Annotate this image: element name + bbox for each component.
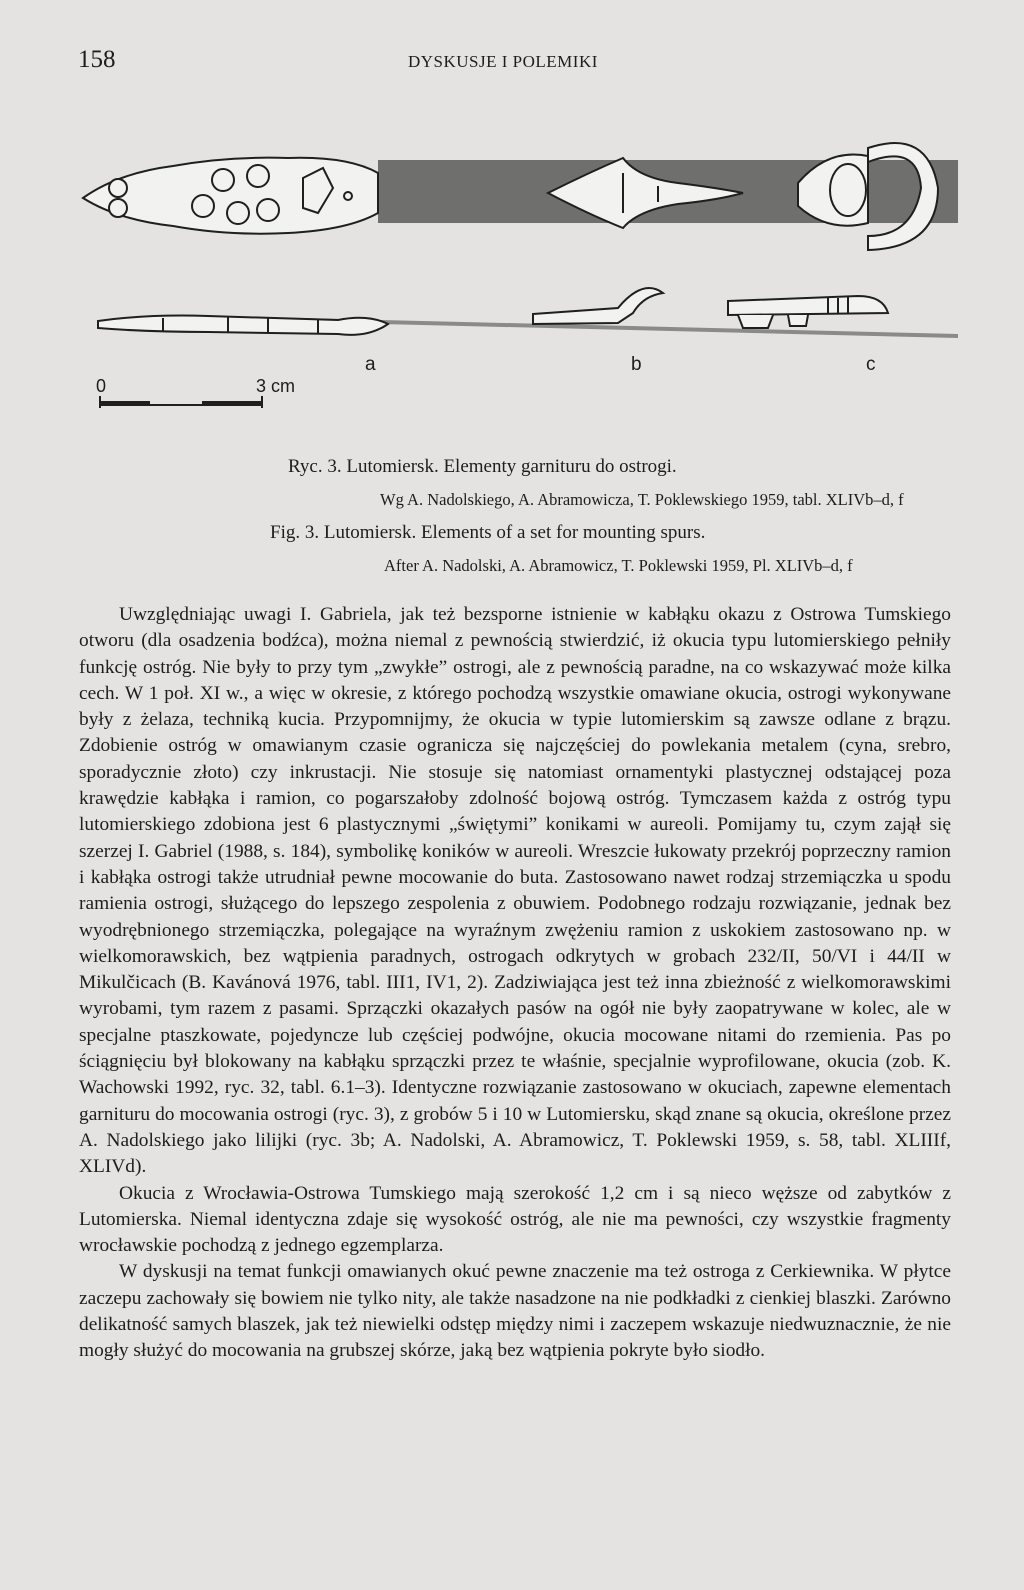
figure-label-a: a	[365, 354, 376, 375]
paragraph-1: Uwzględniając uwagi I. Gabriela, jak też bezsporne istnienie w kabłąku okazu z Ostrowa Tumskiego otworu (dla osadzenia bodźca), można niemal z pewnością stwierdzić, iż okucia typu lutomierskiego pełniły funkcję ostróg. Nie były to przy tym „zwykłe” ostrogi, ale z pewnością paradne, na co wskazywać może kilka cech. W 1 poł. XI w., a więc w okresie, z którego pochodzą wszystkie omawiane okucia, ostrogi wykonywane były z żelaza, techniką kucia. Przypomnijmy, że okucia w typie lutomierskim są zawsze odlane z brązu. Zdobienie ostróg w omawianym czasie ogranicza się najczęściej do powlekania metalem (cyna, srebro, sporadycznie złoto) czy inkrustacji. Nie stosuje się natomiast ornamentyki plastycznej odstającej poza krawędzie kabłąka i ramion, co pogarszałoby zdolność bojową ostróg. Tymczasem każda z ostróg typu lutomierskiego zdobiona jest 6 plastycznymi „świętymi” konikami w aureoli. Pomijamy tu, czym zajął się szerzej I. Gabriel (1988, s. 184), symbolikę koników w aureoli. Wreszcie łukowaty przekrój poprzeczny ramion i kabłąka ostrogi także utrudniał pewne mocowanie do buta. Zastosowano nawet rodzaj strzemiączka u spodu ramienia ostrogi, służącego do lepszego zespolenia z obuwiem. Podobnego rodzaju rozwiązanie, jednak bez wyodrębnionego strzemiączka, polegające na wyraźnym zwężeniu ramion z uskokiem zastosowano np. w wielkomorawskich, bez wątpienia paradnych, ostrogach odkrytych w grobach 232/II, 50/VI i 44/II w Mikulčicach (B. Kavánová 1976, tabl. III1, IV1, 2). Zadziwiająca jest też inna zbieżność z wielkomorawskimi wyrobami, tym razem z pasami. Sprzączki okazałych pasów na ogół nie były zaopatrywane w kolec, ale w specjalne ptaszkowate, pojedyncze lub częściej podwójne, okucia mocowane nitami do rzemienia. Pas po ściągnięciu był blokowany na kabłąku sprzączki przez te właśnie, specjalnie wyprofilowane, okucia (zob. K. Wachowski 1992, ryc. 32, tabl. 6.1–3). Identyczne rozwiązanie zastosowano w okuciach, zapewne elementach garnituru do mocowania ostrogi (ryc. 3), z grobów 5 i 10 w Lutomiersku, skąd znane są okucia, określone przez A. Nadolskiego jako lilijki (ryc. 3b; A. Nadolski, A. Abramowicz, T. Poklewski 1959, s. 58, tabl. XLIIIf, XLIVd).	[79, 604, 951, 1178]
scale-bar	[100, 396, 262, 408]
figure-label-b: b	[631, 354, 642, 375]
caption-english: Fig. 3. Lutomiersk. Elements of a set for mounting spurs.	[270, 522, 706, 543]
fitting-a-side	[98, 316, 388, 335]
caption-english-source: After A. Nadolski, A. Abramowicz, T. Poklewski 1959, Pl. XLIVb–d, f	[384, 556, 853, 575]
caption-polish-source: Wg A. Nadolskiego, A. Abramowicza, T. Poklewskiego 1959, tabl. XLIVb–d, f	[380, 490, 904, 509]
figure-3	[78, 118, 968, 418]
body-text	[79, 602, 951, 1365]
page-number: 158	[78, 46, 116, 73]
running-head: DYSKUSJE I POLEMIKI	[408, 52, 598, 71]
figure-captions	[270, 455, 970, 577]
caption-polish: Ryc. 3. Lutomiersk. Elementy garnituru do ostrogi.	[288, 456, 677, 477]
scale-end-label: 3 cm	[256, 376, 296, 396]
paragraph-2: Okucia z Wrocławia-Ostrowa Tumskiego mają szerokość 1,2 cm i są nieco węższe od zabytków z Lutomierska. Niemal identyczna zdaje się wysokość ostróg, ale nie ma pewności, czy wszystkie fragmenty wrocławskie pochodzą z jednego egzemplarza.	[79, 1182, 951, 1257]
figure-label-c: c	[866, 354, 876, 375]
fitting-a-top	[83, 158, 378, 234]
figure-illustration	[78, 118, 968, 418]
paragraph-3: W dyskusji na temat funkcji omawianych okuć pewne znaczenie ma też ostroga z Cerkiewnika. W płytce zaczepu zachowały się bowiem nie tylko nity, ale także nasadzone na nie podkładki z cienkiej blaszki. Zarówno delikatność samych blaszek, jak też niewielki odstęp między nimi i zaczepem wskazuje niedwuznacznie, że nie mogły służyć do mocowania na grubszej skórze, jaką bez wątpienia pokryte było siodło.	[79, 1261, 951, 1362]
fitting-b-side	[533, 288, 663, 324]
page-header	[78, 46, 946, 76]
scale-start-label: 0	[96, 376, 107, 396]
fitting-c-side	[728, 296, 888, 328]
